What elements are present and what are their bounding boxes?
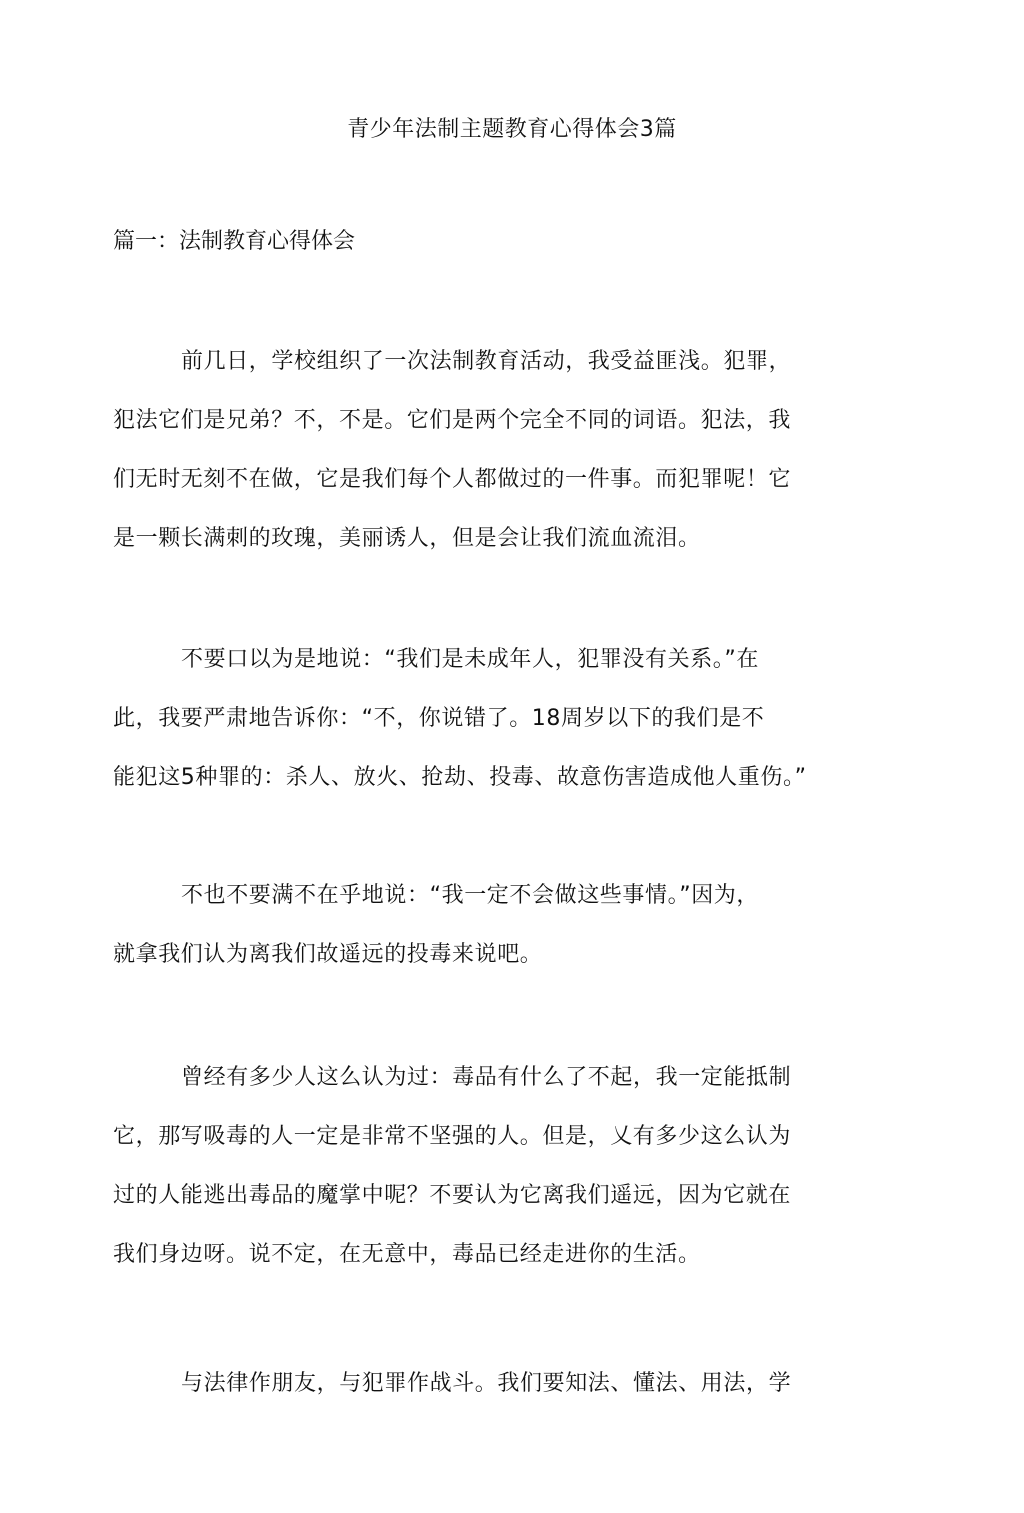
paragraph-line: 我们身边呀。说不定，在无意中，毒品已经走进你的生活。 [113, 1242, 701, 1267]
paragraph-5 [113, 1366, 873, 1425]
paragraph-3 [113, 878, 873, 996]
paragraph-line: 与法律作朋友，与犯罪作战斗。我们要知法、懂法、用法，学 [181, 1371, 792, 1396]
document-title: 青少年法制主题教育心得体会3篇 [347, 117, 677, 142]
paragraph-line: 此，我要严肃地告诉你：“不，你说错了。18周岁以下的我们是不 [113, 706, 765, 731]
paragraph-line: 曾经有多少人这么认为过：毒品有什么了不起，我一定能抵制 [181, 1065, 792, 1090]
paragraph-line: 它，那写吸毒的人一定是非常不坚强的人。但是，乂有多少这么认为 [113, 1124, 792, 1149]
paragraph-1 [113, 344, 873, 580]
paragraph-2 [113, 642, 873, 819]
paragraph-line: 过的人能逃出毒品的魔掌中呢？不要认为它离我们遥远，因为它就在 [113, 1183, 792, 1208]
section-heading: 篇一：法制教育心得体会 [113, 229, 356, 254]
paragraph-line: 们无时无刻不在做，它是我们每个人都做过的一件事。而犯罪呢！它 [113, 467, 792, 492]
paragraph-4 [113, 1060, 873, 1296]
paragraph-line: 就拿我们认为离我们故遥远的投毒来说吧。 [113, 942, 543, 967]
paragraph-line: 不也不要满不在乎地说：“我一定不会做这些事情。”因为， [181, 883, 759, 908]
paragraph-line: 是一颗长满刺的玫瑰，美丽诱人，但是会让我们流血流泪。 [113, 526, 701, 551]
paragraph-line: 能犯这5种罪的：杀人、放火、抢劫、投毒、故意伤害造成他人重伤。” [113, 765, 807, 790]
paragraph-line: 前几日，学校组织了一次法制教育活动，我受益匪浅。犯罪， [181, 349, 792, 374]
paragraph-line: 犯法它们是兄弟？不，不是。它们是两个完全不同的词语。犯法，我 [113, 408, 792, 433]
paragraph-line: 不要口以为是地说：“我们是未成年人，犯罪没有关系。”在 [181, 647, 759, 672]
